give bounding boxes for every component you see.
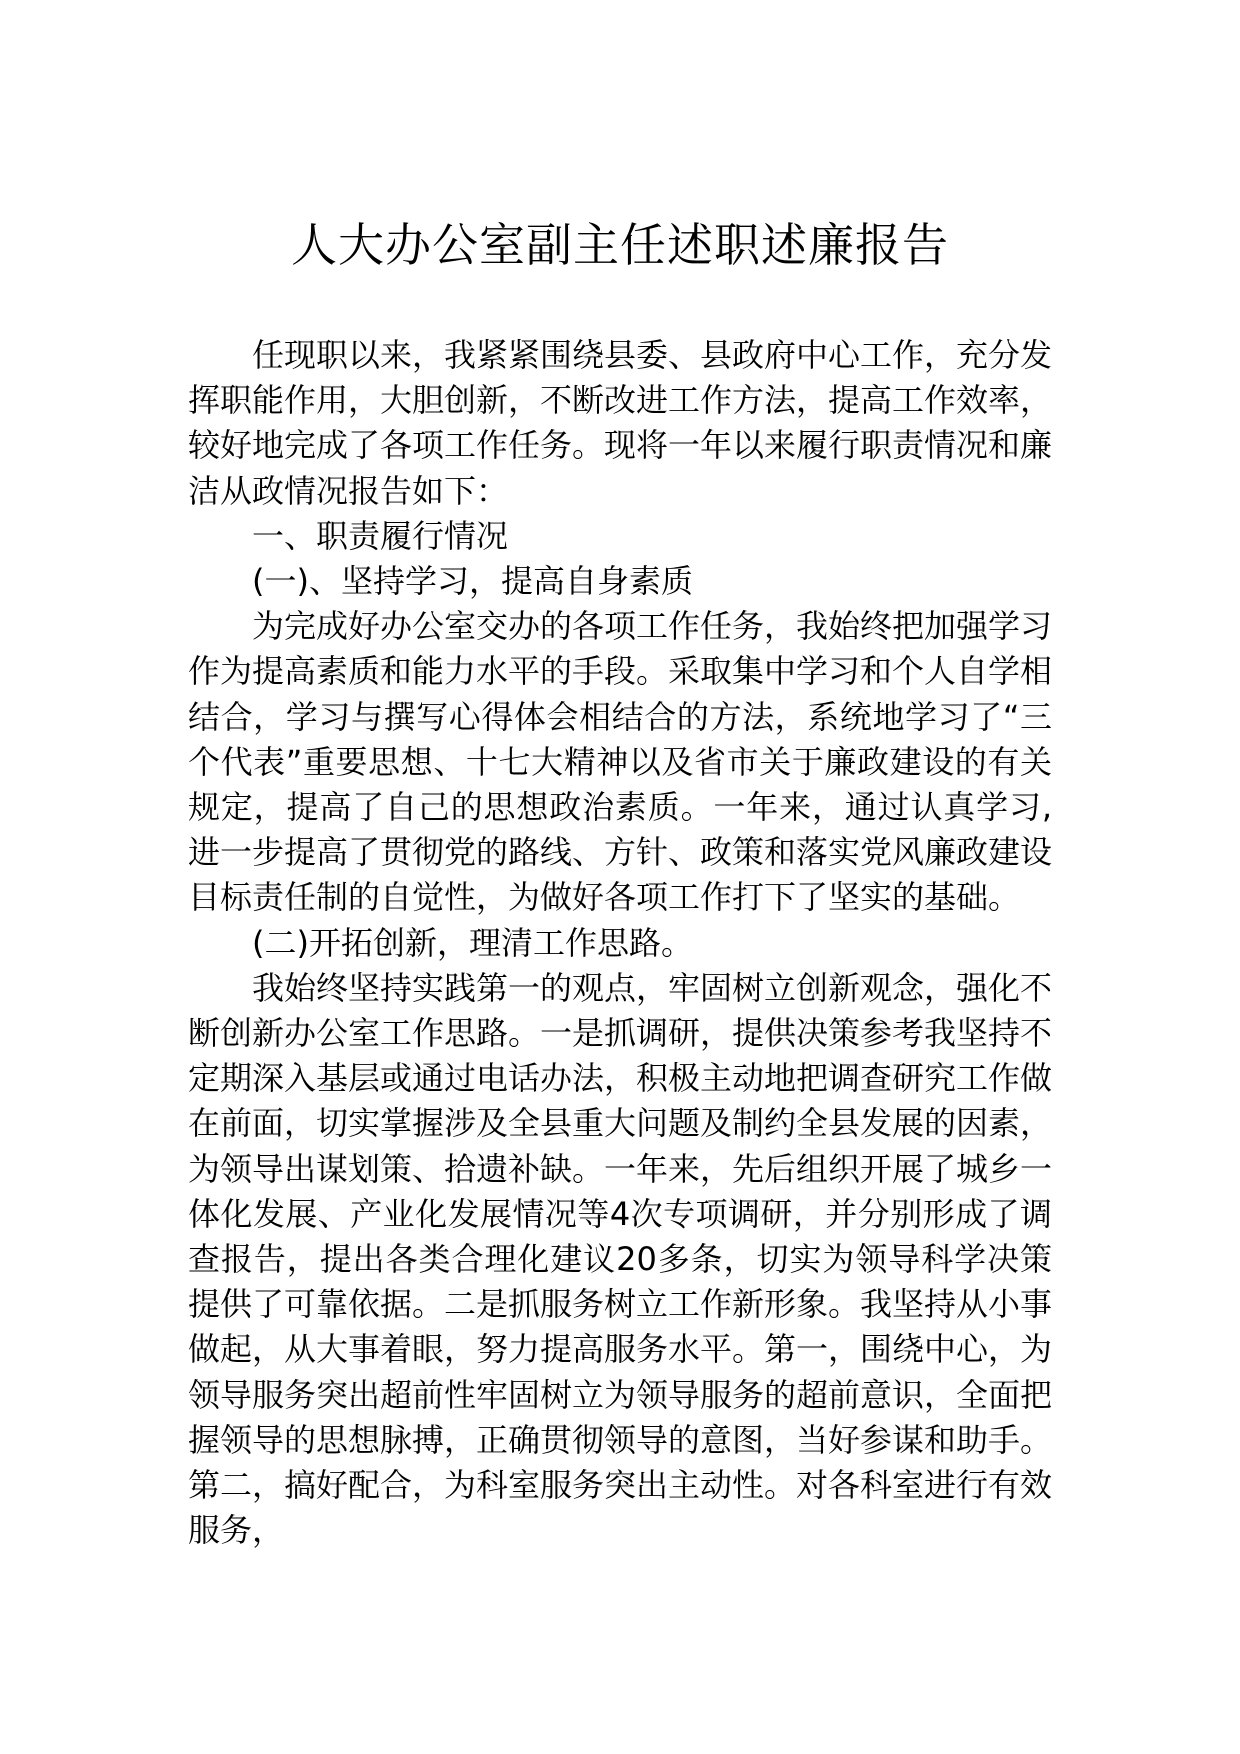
paragraph-study: 为完成好办公室交办的各项工作任务，我始终把加强学习作为提高素质和能力水平的手段。采取集中学习和个人自学相结合，学习与撰写心得体会相结合的方法，系统地学习了“三个代表”重要思想、十七大精神以及省市关于廉政建设的有关规定，提高了自己的思想政治素质。一年来，通过认真学习,进一步提高了贯彻党的路线、方针、政策和落实党风廉政建设目标责任制的自觉性，为做好各项工作打下了坚实的基础。: [188, 607, 1053, 917]
paragraph-innovation: 我始终坚持实践第一的观点，牢固树立创新观念，强化不断创新办公室工作思路。一是抓调研，提供决策参考我坚持不定期深入基层或通过电话办法，积极主动地把调查研究工作做在前面，切实掌握涉及全县重大问题及制约全县发展的因素，为领导出谋划策、拾遗补缺。一年来，先后组织开展了城乡一体化发展、产业化发展情况等4次专项调研，并分别形成了调查报告，提出各类合理化建议20多条，切实为领导科学决策提供了可靠依据。二是抓服务树立工作新形象。我坚持从小事做起，从大事着眼，努力提高服务水平。第一，围绕中心，为领导服务突出超前性牢固树立为领导服务的超前意识，全面把握领导的思想脉搏，正确贯彻领导的意图，当好参谋和助手。第二，搞好配合，为科室服务突出主动性。对各科室进行有效服务，: [188, 968, 1053, 1550]
section-heading-1: 一、职责履行情况: [252, 516, 509, 555]
document-body: [188, 333, 1052, 1553]
subsection-heading-2: (二)开拓创新，理清工作思路。: [252, 923, 693, 962]
document-title: 人大办公室副主任述职述廉报告: [291, 218, 949, 272]
paragraph-intro: 任现职以来，我紧紧围绕县委、县政府中心工作，充分发挥职能作用，大胆创新，不断改进工作方法，提高工作效率，较好地完成了各项工作任务。现将一年以来履行职责情况和廉洁从政情况报告如下：: [188, 336, 1053, 510]
subsection-heading-1: (一)、坚持学习，提高自身素质: [252, 562, 693, 601]
